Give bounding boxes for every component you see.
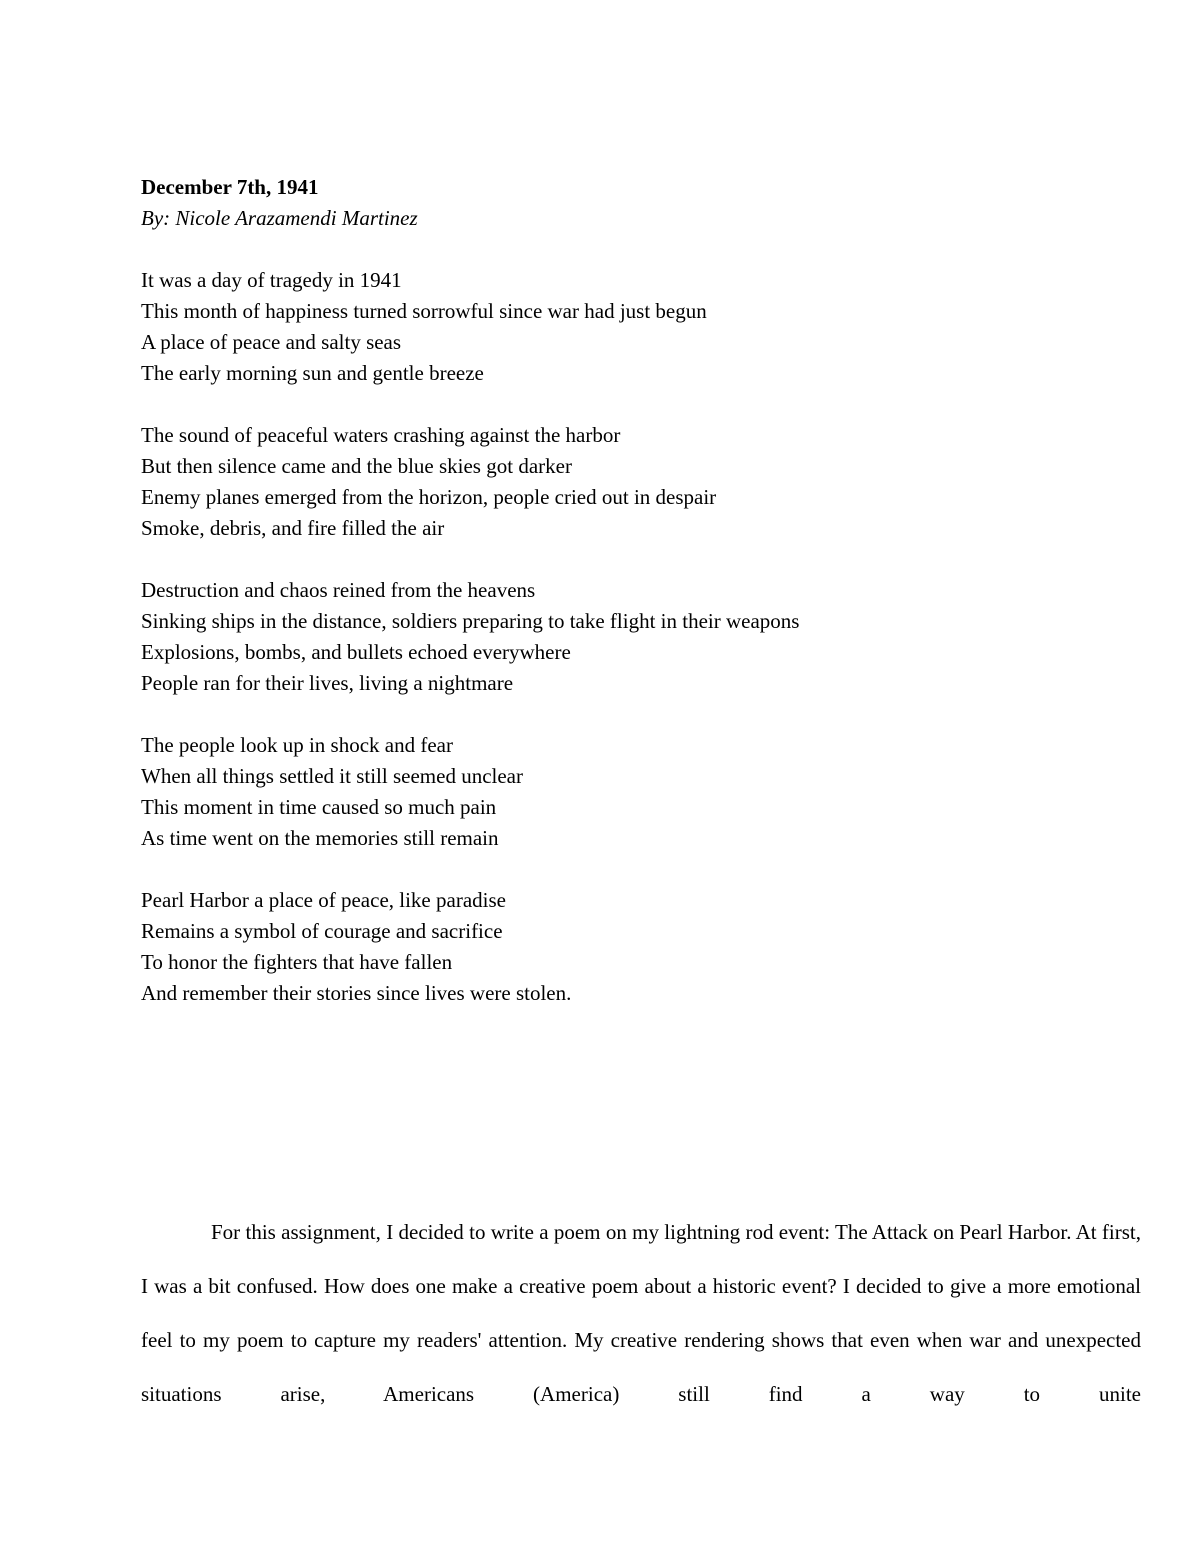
- poem-title: December 7th, 1941: [141, 175, 319, 199]
- poem-line: Explosions, bombs, and bullets echoed everywhere: [141, 640, 571, 664]
- reflection-paragraph: For this assignment, I decided to write a poem on my lightning rod event: The Attack on Pearl Harbor. At first, I was a bit confused. How does one make a creative poem about a historic event? I decided to give a more emotional feel to my poem to capture my readers' attention. My creative rendering shows that even when war and unexpected situations arise, Americans (America) still find a way to unite: [141, 1220, 1141, 1406]
- poem-line: When all things settled it still seemed unclear: [141, 764, 523, 788]
- poem-stanza: [141, 265, 1141, 389]
- poem-stanza: [141, 730, 1141, 854]
- poem-line: To honor the fighters that have fallen: [141, 950, 453, 974]
- poem-line: Enemy planes emerged from the horizon, people cried out in despair: [141, 485, 717, 509]
- poem-line: This month of happiness turned sorrowful since war had just begun: [141, 299, 707, 323]
- poem-line: Pearl Harbor a place of peace, like paradise: [141, 888, 506, 912]
- poem-line: Remains a symbol of courage and sacrifice: [141, 919, 503, 943]
- poem-line: It was a day of tragedy in 1941: [141, 268, 402, 292]
- poem-line: As time went on the memories still remain: [141, 826, 499, 850]
- poem-stanza: [141, 420, 1141, 544]
- poem-line: This moment in time caused so much pain: [141, 795, 497, 819]
- poem-line: The sound of peaceful waters crashing against the harbor: [141, 423, 621, 447]
- poem-stanzas: [141, 265, 1141, 1009]
- poem-line: A place of peace and salty seas: [141, 330, 402, 354]
- poem-line: People ran for their lives, living a nightmare: [141, 671, 514, 695]
- poem-line: But then silence came and the blue skies got darker: [141, 454, 572, 478]
- poem-author: By: Nicole Arazamendi Martinez: [141, 206, 418, 230]
- poem-line: Sinking ships in the distance, soldiers preparing to take flight in their weapons: [141, 609, 800, 633]
- poem-stanza: [141, 575, 1141, 699]
- poem: [141, 172, 1141, 1040]
- poem-line: The early morning sun and gentle breeze: [141, 361, 484, 385]
- poem-line: The people look up in shock and fear: [141, 733, 453, 757]
- poem-line: Destruction and chaos reined from the heavens: [141, 578, 536, 602]
- poem-line: Smoke, debris, and fire filled the air: [141, 516, 445, 540]
- poem-stanza: [141, 885, 1141, 1009]
- poem-line: And remember their stories since lives were stolen.: [141, 981, 572, 1005]
